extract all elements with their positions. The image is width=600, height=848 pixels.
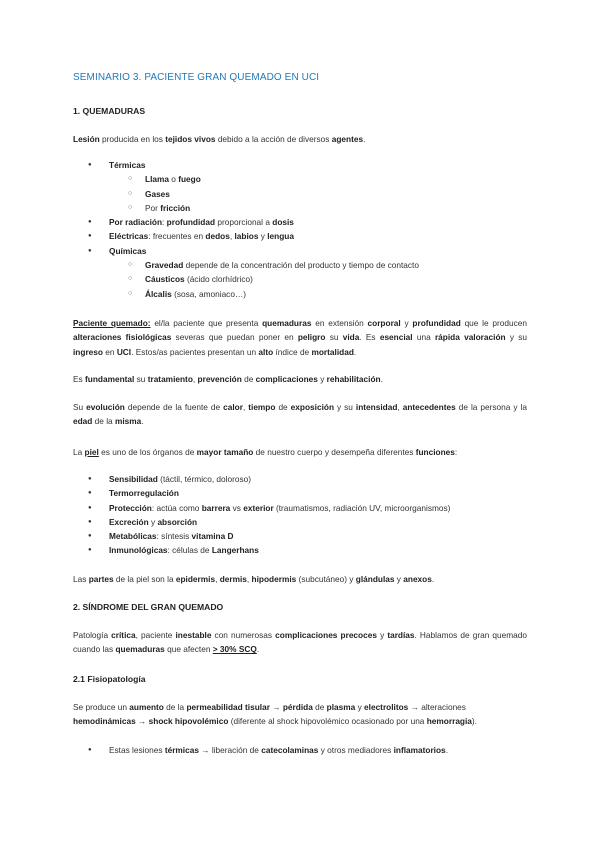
term-lesion: Lesión xyxy=(73,134,100,144)
piel-paragraph: La piel es uno de los órganos de mayor tamaño de nuestro cuerpo y desempeña diferentes funciones: xyxy=(73,447,458,457)
evolucion-paragraph: Su evolución depende de la fuente de calor, tiempo de exposición y su intensidad, antecedentes de la persona y la edad de la misma. xyxy=(73,402,527,427)
list-item: ● Sensibilidad (táctil, térmico, doloroso) xyxy=(73,472,527,486)
list-item: ○ Álcalis (sosa, amoniaco…) xyxy=(73,287,527,301)
fundamental-paragraph: Es fundamental su tratamiento, prevención de complicaciones y rehabilitación. xyxy=(73,374,383,384)
list-item: ● Eléctricas: frecuentes en dedos, labios y lengua xyxy=(73,229,527,243)
paciente-quemado-paragraph: Paciente quemado: el/la paciente que presenta quemaduras en extensión corporal y profundidad que le producen alteraciones fisiológicas severas que puedan poner en peligro su vida. Es esencial una rápida valoración y su ingreso en UCI. Estos/as pacientes presentan un alto índice de mortalidad. xyxy=(73,318,527,357)
list-item: ○ Cáusticos (ácido clorhídrico) xyxy=(73,272,527,286)
list-item: ● Químicas xyxy=(73,244,527,258)
list-item: ● Metabólicas: síntesis vitamina D xyxy=(73,529,527,543)
list-item: ○ Por fricción xyxy=(73,201,527,215)
list-item: ○ Gravedad depende de la concentración del producto y tiempo de contacto xyxy=(73,258,527,272)
list-item: ● Protección: actúa como barrera vs exterior (traumatismos, radiación UV, microorganismos) xyxy=(73,501,527,515)
list-item: ● Excreción y absorción xyxy=(73,515,527,529)
list-item: ● Estas lesiones térmicas → liberación de catecolaminas y otros mediadores inflamatorios. xyxy=(73,743,527,757)
burn-types-list xyxy=(73,158,527,301)
lesion-definition: Lesión producida en los tejidos vivos debido a la acción de diversos agentes. xyxy=(73,134,366,144)
gran-quemado-paragraph: Patología crítica, paciente inestable con numerosas complicaciones precoces y tardías. Hablamos de gran quemado cuando las quemaduras que afecten > 30% SCQ. xyxy=(73,630,527,655)
list-item: ○ Gases xyxy=(73,187,527,201)
section-heading-quemaduras: 1. QUEMADURAS xyxy=(73,106,146,116)
page-title: SEMINARIO 3. PACIENTE GRAN QUEMADO EN UCI xyxy=(73,72,320,83)
list-item: ● Inmunológicas: células de Langerhans xyxy=(73,543,527,557)
lesiones-list xyxy=(73,743,527,757)
section-heading-sindrome: 2. SÍNDROME DEL GRAN QUEMADO xyxy=(73,602,224,612)
subsection-heading-fisiopatologia: 2.1 Fisiopatología xyxy=(73,674,146,684)
fisiopatologia-paragraph: Se produce un aumento de la permeabilidad tisular → pérdida de plasma y electrolitos → alteraciones hemodinámicas → shock hipovolémico (diferente al shock hipovolémico ocasionado por una hemorragia). xyxy=(73,702,477,727)
skin-functions-list xyxy=(73,472,527,558)
list-item: ○ Llama o fuego xyxy=(73,172,527,186)
list-item: ● Por radiación: profundidad proporcional a dosis xyxy=(73,215,527,229)
list-item: ● Térmicas xyxy=(73,158,527,172)
partes-piel-paragraph: Las partes de la piel son la epidermis, dermis, hipodermis (subcutáneo) y glándulas y anexos. xyxy=(73,574,435,584)
list-item: ● Termorregulación xyxy=(73,486,527,500)
